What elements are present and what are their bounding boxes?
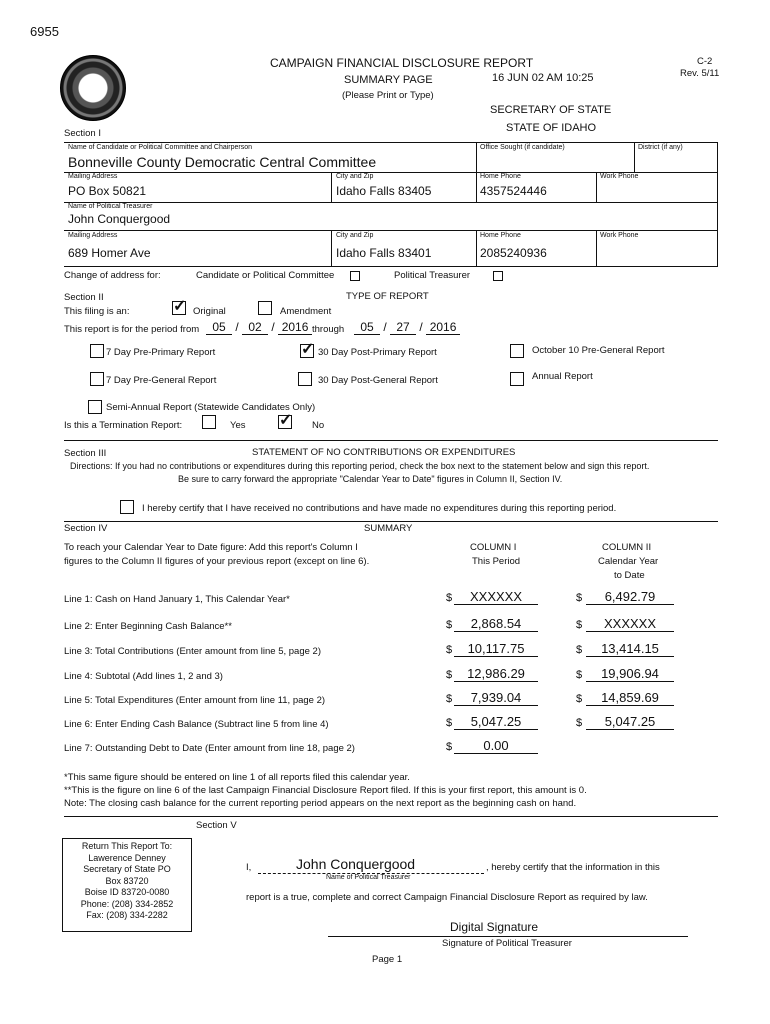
footnote-1: *This same figure should be entered on line 1 of all reports filed this calendar year. (64, 772, 410, 783)
currency-symbol: $ (446, 669, 453, 681)
filing-label: This filing is an: (64, 306, 130, 317)
document-number: 6955 (30, 24, 59, 39)
currency-symbol: $ (446, 693, 453, 705)
mailing-address-label: Mailing Address (68, 173, 118, 180)
footnote-2: **This is the figure on line 6 of the last Campaign Financial Disclosure Report filed. If this is your first report, this amount is 0. (64, 785, 587, 796)
treasurer-home-phone-label: Home Phone (480, 232, 521, 239)
date-separator: / (419, 320, 423, 334)
column-2-title: COLUMN II (602, 542, 652, 553)
amendment-checkbox[interactable] (258, 301, 272, 315)
digital-signature[interactable]: Digital Signature (450, 920, 539, 934)
treasurer-name-caption: Name of Political Treasurer (326, 874, 411, 881)
state-seal-icon (60, 55, 126, 121)
pre-primary-checkbox[interactable] (90, 344, 104, 358)
currency-symbol: $ (576, 693, 583, 705)
column-2-value-field[interactable]: 19,906.94 (586, 666, 674, 682)
currency-symbol: $ (576, 592, 583, 604)
column-2-subtitle-1: Calendar Year (598, 556, 659, 567)
through-label: through (312, 324, 345, 335)
form-subtitle: SUMMARY PAGE (344, 74, 433, 86)
column-1-value-field[interactable]: 0.00 (454, 738, 538, 754)
summary-intro-1: To reach your Calendar Year to Date figure: Add this report's Column I (64, 542, 358, 553)
work-phone-label: Work Phone (600, 173, 639, 180)
received-stamp-office: SECRETARY OF STATE (490, 104, 612, 116)
district-label: District (if any) (638, 144, 683, 151)
no-activity-checkbox[interactable] (120, 500, 134, 514)
column-2-value-field[interactable]: 6,492.79 (586, 589, 674, 605)
section-5-label: Section V (196, 820, 237, 831)
termination-label: Is this a Termination Report: (64, 420, 183, 431)
currency-symbol: $ (446, 592, 453, 604)
change-treasurer-label: Political Treasurer (394, 270, 471, 281)
currency-symbol: $ (446, 619, 453, 631)
date-separator: / (383, 320, 387, 334)
no-contributions-heading: STATEMENT OF NO CONTRIBUTIONS OR EXPENDITURES (252, 447, 516, 458)
candidate-name-label: Name of Candidate or Political Committee and Chairperson (68, 144, 253, 151)
october-pre-general-label: October 10 Pre-General Report (532, 345, 665, 356)
column-2-value-field[interactable]: 13,414.15 (586, 641, 674, 657)
pre-general-label: 7 Day Pre-General Report (106, 375, 217, 386)
city-zip-field[interactable]: Idaho Falls 83405 (336, 184, 432, 198)
semi-annual-label: Semi-Annual Report (Statewide Candidates Only) (106, 402, 316, 413)
section-1-label: Section I (64, 128, 101, 139)
termination-yes-checkbox[interactable] (202, 415, 216, 429)
original-check-icon: ✓ (173, 298, 187, 315)
to-year-field[interactable]: 2016 (426, 320, 460, 335)
column-2-value-field[interactable]: 14,859.69 (586, 690, 674, 706)
column-2-subtitle-2: to Date (614, 570, 645, 581)
return-line: Box 83720 (105, 875, 149, 886)
footnote-3: Note: The closing cash balance for the current reporting period appears on the next report as the beginning cash on hand. (64, 798, 577, 809)
column-2-value-field[interactable]: XXXXXX (586, 616, 674, 632)
treasurer-name-label: Name of Political Treasurer (68, 203, 153, 210)
pre-general-checkbox[interactable] (90, 372, 104, 386)
treasurer-city-field[interactable]: Idaho Falls 83401 (336, 246, 432, 260)
city-zip-label: City and Zip (336, 173, 374, 180)
termination-no-check-icon: ✓ (279, 412, 293, 429)
summary-line-label: Line 5: Total Expenditures (Enter amount from line 11, page 2) (64, 695, 326, 706)
certify-i-label: I, (246, 862, 252, 873)
form-instructions: (Please Print or Type) (342, 90, 434, 101)
return-line: Return This Report To: (81, 841, 173, 851)
from-day-field[interactable]: 02 (242, 320, 268, 335)
return-line: Secretary of State PO (83, 864, 171, 874)
column-1-value-field[interactable]: 5,047.25 (454, 714, 538, 730)
from-year-field[interactable]: 2016 (278, 320, 312, 335)
currency-symbol: $ (446, 644, 453, 656)
signature-caption: Signature of Political Treasurer (442, 938, 572, 949)
annual-report-checkbox[interactable] (510, 372, 524, 386)
return-line: Fax: (208) 334-2282 (86, 910, 168, 920)
section-3-label: Section III (64, 448, 107, 459)
home-phone-field[interactable]: 4357524446 (480, 184, 547, 198)
post-general-checkbox[interactable] (298, 372, 312, 386)
column-1-subtitle: This Period (472, 556, 521, 567)
column-1-value-field[interactable]: 7,939.04 (454, 690, 538, 706)
column-2-value-field[interactable]: 5,047.25 (586, 714, 674, 730)
section-4-label: Section IV (64, 523, 108, 534)
treasurer-work-phone-label: Work Phone (600, 232, 639, 239)
treasurer-mailing-label: Mailing Address (68, 232, 118, 239)
treasurer-home-phone-field[interactable]: 2085240936 (480, 246, 547, 260)
treasurer-city-label: City and Zip (336, 232, 374, 239)
annual-report-label: Annual Report (532, 371, 593, 382)
summary-line-label: Line 6: Enter Ending Cash Balance (Subtract line 5 from line 4) (64, 719, 329, 730)
termination-no-label: No (312, 420, 325, 431)
directions-line-2: Be sure to carry forward the appropriate "Calendar Year to Date" figures in Column II, Section IV. (178, 474, 563, 484)
summary-line-label: Line 2: Enter Beginning Cash Balance** (64, 621, 232, 632)
october-pre-general-checkbox[interactable] (510, 344, 524, 358)
from-month-field[interactable]: 05 (206, 320, 232, 335)
change-treasurer-checkbox[interactable] (493, 271, 503, 281)
candidate-name-field[interactable]: Bonneville County Democratic Central Committee (68, 154, 377, 170)
summary-line-label: Line 4: Subtotal (Add lines 1, 2 and 3) (64, 671, 223, 682)
currency-symbol: $ (446, 717, 453, 729)
change-candidate-checkbox[interactable] (350, 271, 360, 281)
date-separator: / (271, 320, 275, 334)
summary-line-label: Line 1: Cash on Hand January 1, This Calendar Year* (64, 594, 290, 605)
post-primary-check-icon: ✓ (301, 341, 315, 358)
post-general-label: 30 Day Post-General Report (318, 375, 438, 386)
mailing-address-field[interactable]: PO Box 50821 (68, 184, 147, 198)
form-code: C-2 (697, 56, 713, 67)
summary-intro-2: figures to the Column II figures of your previous report (except on line 6). (64, 556, 370, 567)
summary-line-label: Line 7: Outstanding Debt to Date (Enter amount from line 18, page 2) (64, 743, 355, 754)
return-line: Boise ID 83720-0080 (84, 887, 170, 897)
type-of-report-heading: TYPE OF REPORT (346, 291, 429, 302)
change-address-label: Change of address for: (64, 270, 161, 281)
page-number: Page 1 (372, 954, 403, 965)
directions-line-1: Directions: If you had no contributions or expenditures during this reporting period, check the box next to the statement below and sign this report. (70, 461, 650, 471)
treasurer-name-field[interactable]: John Conquergood (68, 212, 171, 226)
pre-primary-label: 7 Day Pre-Primary Report (106, 347, 216, 358)
certify-treasurer-name[interactable]: John Conquergood (296, 856, 416, 872)
return-address-box (62, 838, 192, 932)
certify-statement-line-2: report is a true, complete and correct Campaign Financial Disclosure Report as required by law. (246, 892, 648, 903)
summary-heading: SUMMARY (364, 523, 413, 534)
form-title: CAMPAIGN FINANCIAL DISCLOSURE REPORT (270, 56, 534, 70)
summary-line-label: Line 3: Total Contributions (Enter amount from line 5, page 2) (64, 646, 321, 657)
column-1-value-field[interactable]: XXXXXX (454, 589, 538, 605)
column-1-title: COLUMN I (470, 542, 517, 553)
column-1-value-field[interactable]: 12,986.29 (454, 666, 538, 682)
currency-symbol: $ (576, 644, 583, 656)
column-1-value-field[interactable]: 2,868.54 (454, 616, 538, 632)
currency-symbol: $ (576, 717, 583, 729)
currency-symbol: $ (576, 669, 583, 681)
period-label: This report is for the period from (64, 324, 200, 335)
home-phone-label: Home Phone (480, 173, 521, 180)
change-candidate-label: Candidate or Political Committee (196, 270, 335, 281)
post-primary-label: 30 Day Post-Primary Report (318, 347, 437, 358)
currency-symbol: $ (446, 741, 453, 753)
column-1-value-field[interactable]: 10,117.75 (454, 641, 538, 657)
amendment-label: Amendment (280, 306, 332, 317)
treasurer-mailing-field[interactable]: 689 Homer Ave (68, 246, 151, 260)
section-2-label: Section II (64, 292, 104, 303)
termination-yes-label: Yes (230, 420, 246, 431)
currency-symbol: $ (576, 619, 583, 631)
office-sought-label: Office Sought (if candidate) (480, 144, 565, 151)
date-separator: / (235, 320, 239, 334)
received-stamp-date: 16 JUN 02 AM 10:25 (492, 72, 594, 84)
to-day-field[interactable]: 27 (390, 320, 416, 335)
certify-statement-tail: , hereby certify that the information in this (486, 862, 660, 873)
semi-annual-checkbox[interactable] (88, 400, 102, 414)
received-stamp-state: STATE OF IDAHO (506, 122, 597, 134)
form-revision: Rev. 5/11 (680, 68, 720, 79)
return-line: Phone: (208) 334-2852 (80, 898, 174, 909)
original-label: Original (193, 306, 226, 317)
to-month-field[interactable]: 05 (354, 320, 380, 335)
no-activity-statement: I hereby certify that I have received no contributions and have made no expenditures during this reporting period. (142, 503, 617, 514)
return-line: Lawerence Denney (88, 852, 166, 863)
